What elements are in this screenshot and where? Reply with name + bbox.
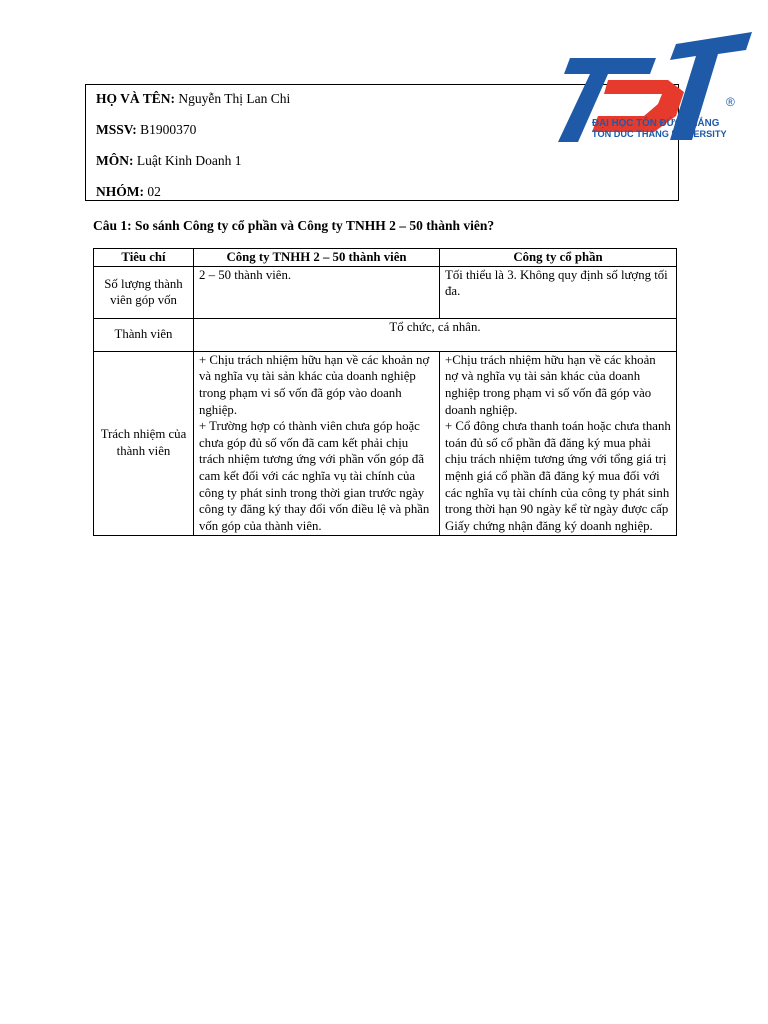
subject-label: MÔN: [96,153,134,168]
merged-cell: Tổ chức, cá nhân. [194,318,677,351]
student-id-line [96,122,196,138]
name-value: Nguyễn Thị Lan Chi [178,91,291,106]
subject-line [96,153,241,169]
criterion-cell: Thành viên [94,318,194,351]
name-label: HỌ VÀ TÊN: [96,91,176,106]
name-line [96,91,290,107]
student-id-value: B1900370 [140,122,197,137]
student-id-label: MSSV: [96,122,137,137]
question-heading: Câu 1: So sánh Công ty cổ phần và Công ty TNHH 2 – 50 thành viên? [93,218,495,233]
group-value: 02 [147,184,161,199]
tdt-university-logo [546,30,756,142]
tnhh-cell: + Chịu trách nhiệm hữu hạn về các khoản nợ và nghĩa vụ tài sản khác của doanh nghiệp trong phạm vi số vốn đã góp vào doanh nghiệp. + Trường hợp có thành viên chưa góp hoặc chưa góp đủ số vốn đã cam kết phải chịu trách nhiệm tương ứng với phần vốn góp đã cam kết đối với các nghĩa vụ tài chính của công ty phát sinh trong thời gian trước ngày công ty đăng ký thay đổi vốn điều lệ và phần vốn góp của thành viên. [194,351,440,535]
header-cp: Công ty cổ phần [440,249,677,267]
registered-mark: ® [726,95,735,109]
criterion-cell: Số lượng thành viên góp vốn [94,266,194,318]
header-criterion: Tiêu chí [94,249,194,267]
group-line [96,184,161,200]
table-row [94,351,677,535]
criterion-cell: Trách nhiệm của thành viên [94,351,194,535]
table-header-row [94,249,677,267]
header-tnhh: Công ty TNHH 2 – 50 thành viên [194,249,440,267]
comparison-table [93,248,677,536]
logo-text-vietnamese: ĐẠI HỌC TÔN ĐỨC THẮNG [592,118,720,129]
tnhh-cell: 2 – 50 thành viên. [194,266,440,318]
table-row [94,318,677,351]
table-row [94,266,677,318]
cp-cell: +Chịu trách nhiệm hữu hạn về các khoản nợ và nghĩa vụ tài sản khác của doanh nghiệp trong phạm vi số vốn đã góp vào doanh nghiệp. + Cổ đông chưa thanh toán hoặc chưa thanh toán đủ số cổ phần đã đăng ký mua phải chịu trách nhiệm tương ứng với tổng giá trị mệnh giá cổ phần đã đăng ký mua đối với các nghĩa vụ tài chính của công ty phát sinh trong thời hạn 90 ngày kể từ ngày được cấp Giấy chứng nhận đăng ký doanh nghiệp. [440,351,677,535]
subject-value: Luật Kinh Doanh 1 [136,153,242,168]
cp-cell: Tối thiểu là 3. Không quy định số lượng tối đa. [440,266,677,318]
logo-text-english: TON DUC THANG UNIVERSITY [592,129,727,139]
group-label: NHÓM: [96,184,144,199]
